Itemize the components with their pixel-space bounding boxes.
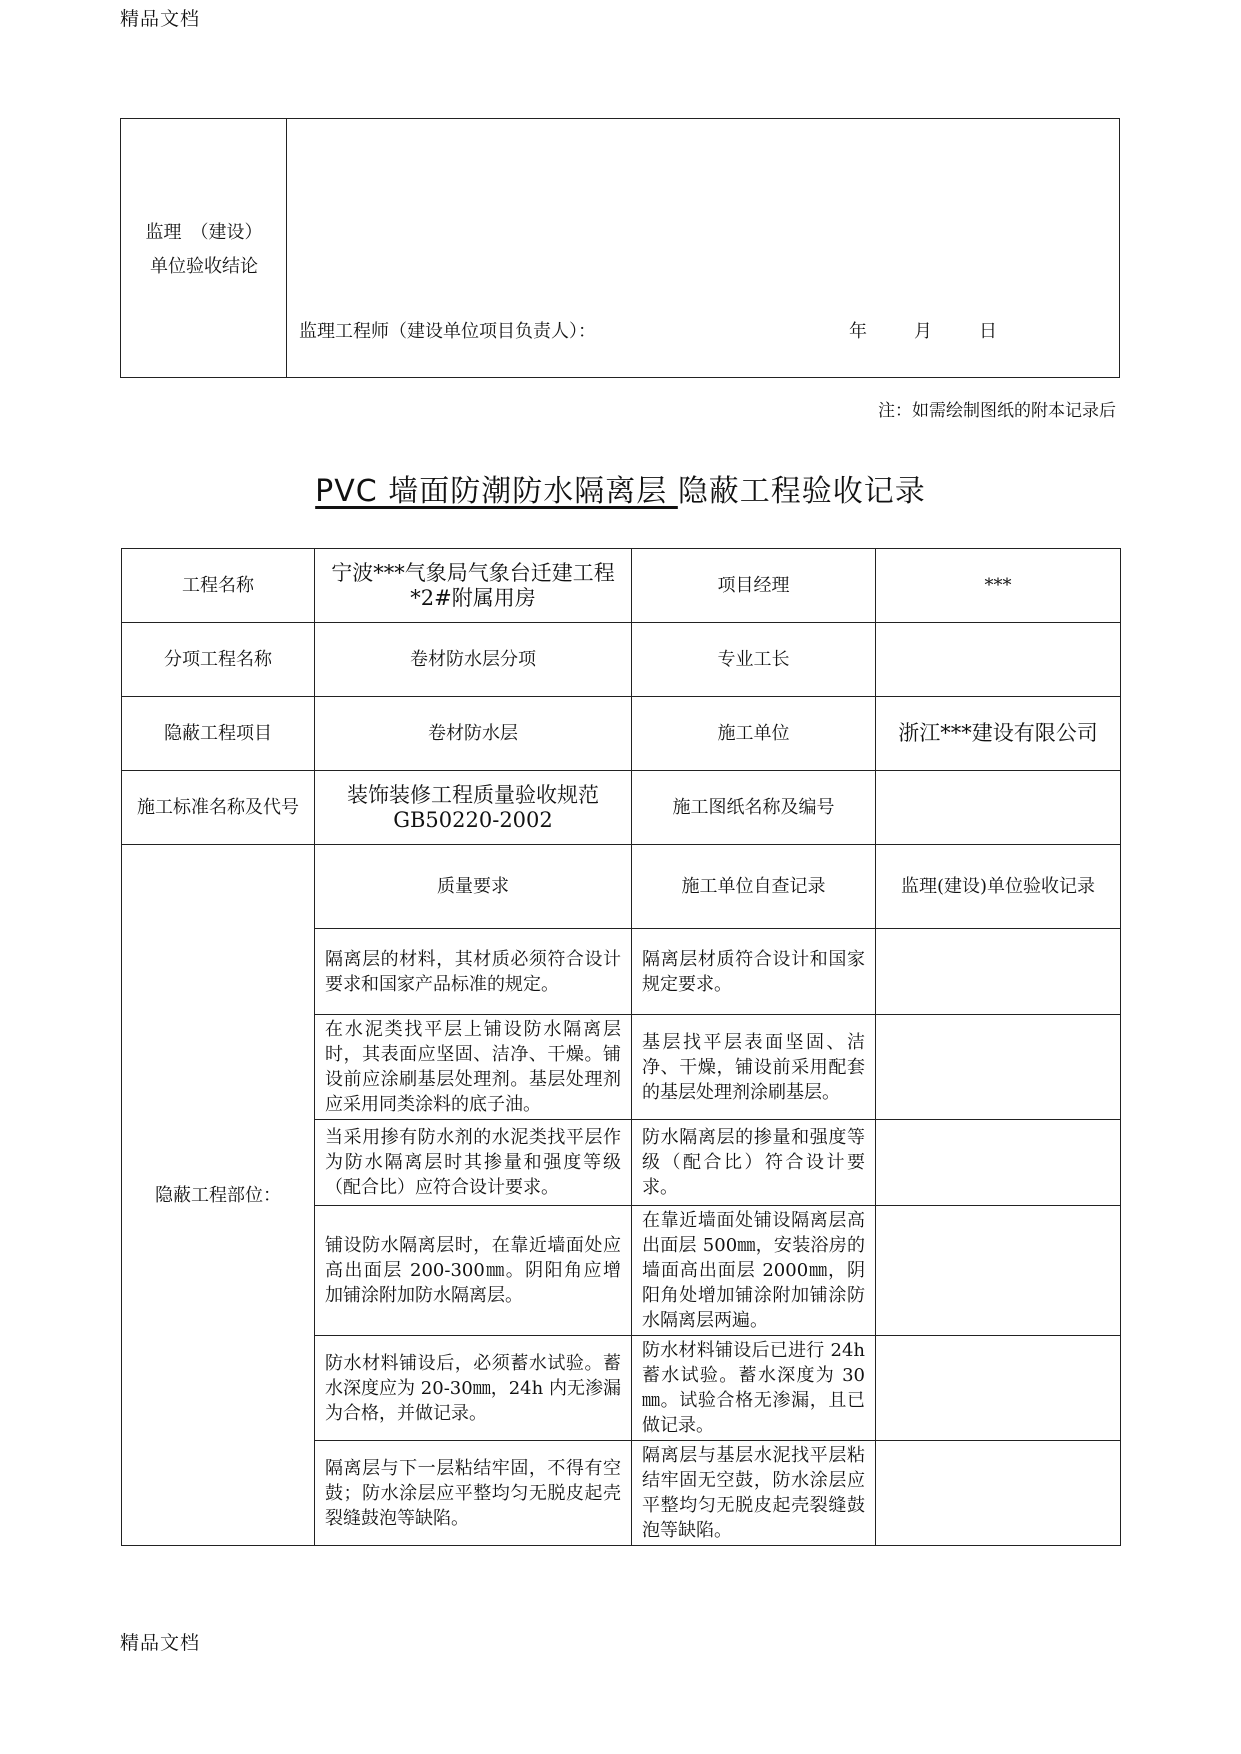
supervision-label-cell	[121, 119, 287, 377]
manager-label: 项目经理	[632, 549, 876, 623]
project-name-value: 宁波***气象局气象台迁建工程*2#附属用房	[315, 549, 632, 623]
title-rest: 隐蔽工程验收记录	[677, 474, 926, 509]
self-check-cell: 基层找平层表面坚固、洁净、干燥，铺设前采用配套的基层处理剂涂刷基层。	[632, 1015, 876, 1120]
requirement-cell: 隔离层的材料，其材质必须符合设计要求和国家产品标准的规定。	[315, 929, 632, 1015]
date-year: 年	[849, 321, 867, 342]
requirement-cell: 当采用掺有防水剂的水泥类找平层作为防水隔离层时其掺量和强度等级（配合比）应符合设计要求。	[315, 1120, 632, 1206]
supervision-cell	[876, 1015, 1121, 1120]
self-check-cell: 防水隔离层的掺量和强度等级（配合比）符合设计要求。	[632, 1120, 876, 1206]
project-name-label: 工程名称	[122, 549, 315, 623]
supervisor-signature-label: 监理工程师（建设单位项目负责人）：	[299, 321, 596, 342]
manager-value: ***	[876, 549, 1121, 623]
standard-label: 施工标准名称及代号	[122, 771, 315, 845]
table-row	[122, 697, 1121, 771]
page-footer: 精品文档	[120, 1632, 201, 1654]
contractor-value: 浙江***建设有限公司	[876, 697, 1121, 771]
self-check-cell: 隔离层材质符合设计和国家规定要求。	[632, 929, 876, 1015]
hidden-location-label: 隐蔽工程部位：	[122, 845, 315, 1546]
column-header-supervision: 监理(建设)单位验收记录	[876, 845, 1121, 929]
page-header: 精品文档	[120, 8, 201, 30]
supervision-label-line2: 单位验收结论	[150, 256, 258, 277]
supervision-conclusion-box	[120, 118, 1120, 378]
self-check-cell: 隔离层与基层水泥找平层粘结牢固无空鼓，防水涂层应平整均匀无脱皮起壳裂缝鼓泡等缺陷。	[632, 1441, 876, 1546]
drawing-value	[876, 771, 1121, 845]
requirement-cell: 隔离层与下一层粘结牢固，不得有空鼓；防水涂层应平整均匀无脱皮起壳裂缝鼓泡等缺陷。	[315, 1441, 632, 1546]
supervision-label-line1: 监理 （建设）	[145, 222, 263, 243]
self-check-cell: 防水材料铺设后已进行 24h 蓄水试验。蓄水深度为 30㎜。试验合格无渗漏，且已做记录。	[632, 1336, 876, 1441]
requirement-cell: 铺设防水隔离层时，在靠近墙面处应高出面层 200-300㎜。阴阳角应增加铺涂附加防水隔离层。	[315, 1206, 632, 1336]
table-row	[122, 549, 1121, 623]
supervision-cell	[876, 1120, 1121, 1206]
requirement-cell: 防水材料铺设后，必须蓄水试验。蓄水深度应为 20-30㎜，24h 内无渗漏为合格，并做记录。	[315, 1336, 632, 1441]
sub-project-label: 分项工程名称	[122, 623, 315, 697]
supervision-cell	[876, 1206, 1121, 1336]
document-title	[0, 466, 1241, 510]
column-header-quality: 质量要求	[315, 845, 632, 929]
foreman-label: 专业工长	[632, 623, 876, 697]
footnote: 注：如需绘制图纸的附本记录后	[878, 401, 1116, 421]
date-day: 日	[979, 321, 997, 342]
column-header-self-check: 施工单位自查记录	[632, 845, 876, 929]
hidden-item-value: 卷材防水层	[315, 697, 632, 771]
self-check-cell: 在靠近墙面处铺设隔离层高出面层 500㎜，安装浴房的墙面高出面层 2000㎜，阴阳角处增加铺涂附加铺涂防水隔离层两遍。	[632, 1206, 876, 1336]
standard-value: 装饰装修工程质量验收规范 GB50220-2002	[315, 771, 632, 845]
supervision-cell	[876, 1441, 1121, 1546]
supervision-cell	[876, 929, 1121, 1015]
table-row	[122, 771, 1121, 845]
date-month: 月	[914, 321, 932, 342]
hidden-item-label: 隐蔽工程项目	[122, 697, 315, 771]
supervision-cell	[876, 1336, 1121, 1441]
requirement-cell: 在水泥类找平层上铺设防水隔离层时，其表面应坚固、洁净、干燥。铺设前应涂刷基层处理剂。基层处理剂应采用同类涂料的底子油。	[315, 1015, 632, 1120]
table-row	[122, 623, 1121, 697]
contractor-label: 施工单位	[632, 697, 876, 771]
table-row	[122, 845, 1121, 929]
drawing-label: 施工图纸名称及编号	[632, 771, 876, 845]
foreman-value	[876, 623, 1121, 697]
title-underlined-part: PVC 墙面防潮防水隔离层	[315, 474, 678, 509]
sub-project-value: 卷材防水层分项	[315, 623, 632, 697]
acceptance-record-table	[121, 548, 1121, 1546]
